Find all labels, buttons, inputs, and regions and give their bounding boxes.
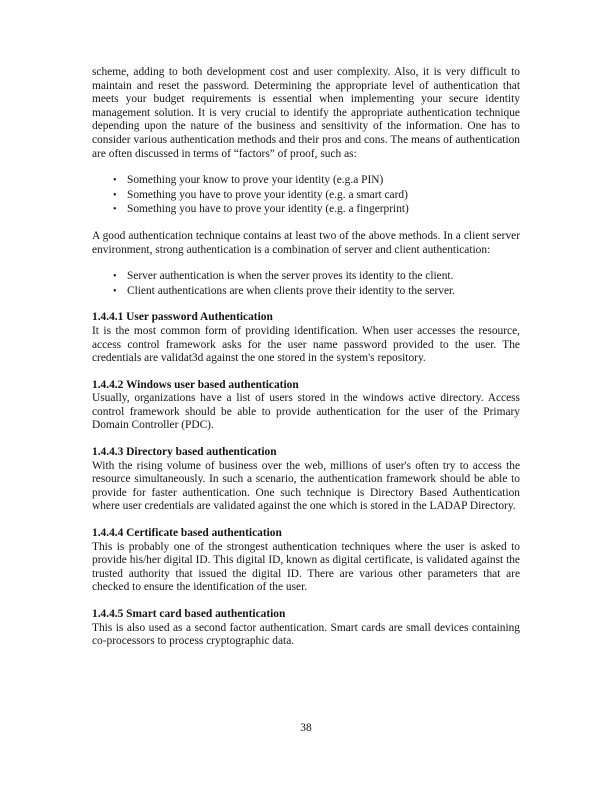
bullet-icon: • (113, 285, 117, 297)
bullet-icon: • (113, 204, 117, 216)
section-body-windows-user: Usually, organizations have a list of users stored in the windows active directory. Access control framework should be able to provide authentication for the user of the Primary Domain Controller (PDC). (92, 392, 520, 432)
list-item-text: Client authentications are when clients prove their identity to the server. (127, 284, 456, 297)
list-item-text: Server authentication is when the server proves its identity to the client. (127, 270, 454, 283)
list-item (92, 270, 520, 284)
section-heading-smart-card: 1.4.4.5 Smart card based authentication (92, 608, 286, 620)
document-body (92, 66, 520, 649)
list-item (92, 285, 520, 299)
bullet-icon: • (113, 175, 117, 187)
list-item-text: Something you have to prove your identity (e.g. a fingerprint) (127, 203, 409, 216)
bullet-icon: • (113, 271, 117, 283)
factors-list (92, 174, 520, 217)
list-item (92, 174, 520, 188)
page-number: 38 (300, 722, 312, 734)
list-item (92, 189, 520, 203)
client-server-list (92, 270, 520, 298)
intro-paragraph: scheme, adding to both development cost and user complexity. Also, it is very difficult to maintain and reset the password. Determining the appropriate level of authentication that meets your budget requirements is essential when implementing your secure identity management solution. It is very crucial to identify the appropriate authentication technique depending upon the nature of the business and sensitivity of the information. One has to consider various authentication methods and their pros and cons. The means of authentication are often discussed in terms of “factors” of proof, such as: (92, 66, 520, 160)
section-heading-user-password: 1.4.4.1 User password Authentication (92, 311, 273, 324)
section-heading-directory-based: 1.4.4.3 Directory based authentication (92, 446, 277, 459)
list-item-text: Something you have to prove your identity (e.g. a smart card) (127, 188, 408, 201)
section-body-directory-based: With the rising volume of business over the web, millions of user's often try to access the resource simultaneously. In such a scenario, the authentication framework should be able to provide for faster authentication. One such technique is Directory Based Authentication where user credentials are validated against the one which is stored in the LADAP Directory. (92, 459, 520, 513)
section-heading-windows-user: 1.4.4.2 Windows user based authentication (92, 378, 299, 391)
section-body-smart-card: This is also used as a second factor authentication. Smart cards are small devices containing co-processors to process cryptographic data. (92, 621, 520, 648)
section-body-certificate-based: This is probably one of the strongest authentication techniques where the user is asked to provide his/her digital ID. This digital ID, known as digital certificate, is validated against the trusted authority that issued the digital ID. There are various other parameters that are checked to ensure the identification of the user. (92, 540, 520, 594)
bullet-icon: • (113, 189, 117, 201)
list-item-text: Something your know to prove your identity (e.g.a PIN) (127, 174, 384, 187)
section-body-user-password: It is the most common form of providing identification. When user accesses the resource, access control framework asks for the user name password provided to the user. The credentials are validat3d against the one stored in the system's repository. (92, 324, 520, 365)
list-item (92, 203, 520, 217)
combo-paragraph: A good authentication technique contains at least two of the above methods. In a client server environment, strong authentication is a combination of server and client authentication: (92, 229, 520, 256)
section-heading-certificate-based: 1.4.4.4 Certificate based authentication (92, 527, 282, 540)
